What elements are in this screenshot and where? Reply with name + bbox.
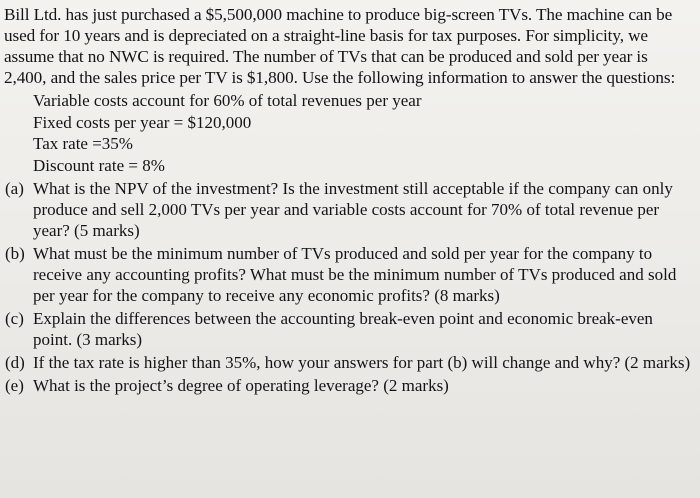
given-fixed-costs: Fixed costs per year = $120,000 <box>33 112 252 132</box>
question-text: What must be the minimum number of TVs produced and sold per year for the company to receive any accounting profits? What must be the minimum number of TVs produced and sold per year for the company to receive any economic profits? (8 marks) <box>33 244 677 305</box>
question-text: If the tax rate is higher than 35%, how your answers for part (b) will change and why? (2 marks) <box>33 353 691 372</box>
questions-list <box>4 178 692 396</box>
given-variable-costs: Variable costs account for 60% of total revenues per year <box>33 91 422 110</box>
question-text: What is the project’s degree of operating leverage? (2 marks) <box>33 376 449 395</box>
question-c <box>4 308 692 350</box>
givens-list <box>4 90 692 176</box>
question-d <box>4 352 692 373</box>
question-label: (a) <box>5 179 24 198</box>
question-a <box>4 178 692 241</box>
question-b <box>4 243 692 306</box>
question-label: (b) <box>5 244 25 263</box>
question-label: (c) <box>5 309 24 328</box>
question-text: What is the NPV of the investment? Is the investment still acceptable if the company can only produce and sell 2,000 TVs per year and variable costs account for 70% of total revenue per year? (5 marks) <box>33 179 673 240</box>
given-discount-rate: Discount rate = 8% <box>33 155 165 175</box>
given-tax-rate: Tax rate =35% <box>33 134 133 153</box>
question-label: (d) <box>5 353 25 372</box>
question-e <box>4 375 692 396</box>
problem-intro: Bill Ltd. has just purchased a $5,500,000 machine to produce big-screen TVs. The machine can be used for 10 years and is depreciated on a straight-line basis for tax purposes. For simplicity, we assume that no NWC is required. The number of TVs that can be produced and sold per year is 2,400, and the sales price per TV is $1,800. Use the following information to answer the questions: <box>4 5 676 87</box>
question-text: Explain the differences between the accounting break-even point and economic break-even point. (3 marks) <box>33 309 653 349</box>
question-label: (e) <box>5 376 24 395</box>
